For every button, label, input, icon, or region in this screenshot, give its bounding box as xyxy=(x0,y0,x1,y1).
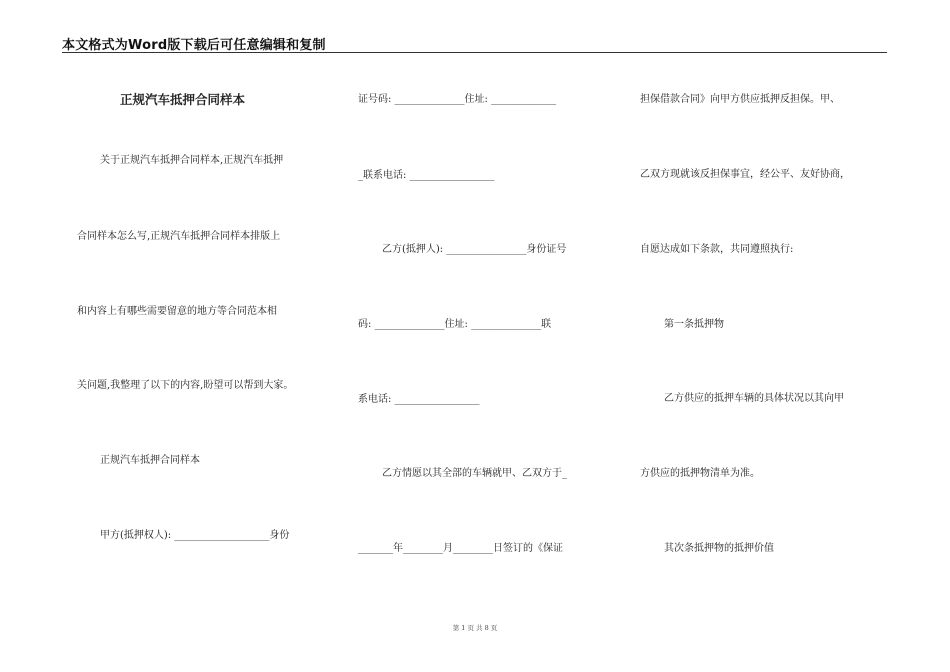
paragraph-line: 乙方情愿以其全部的车辆就甲、乙双方于_ xyxy=(382,468,567,479)
text-column-1 xyxy=(70,0,310,672)
section-heading: 正规汽车抵押合同样本 xyxy=(100,455,200,466)
paragraph-line: 乙方供应的抵押车辆的具体状况以其向甲 xyxy=(664,393,844,404)
clause-heading: 其次条抵押物的抵押价值 xyxy=(664,543,774,554)
document-title: 正规汽车抵押合同样本 xyxy=(120,92,246,107)
form-line: 乙方(抵押人): ________________身份证号 xyxy=(382,244,567,255)
clause-heading: 第一条抵押物 xyxy=(664,319,724,330)
form-line: _联系电话: _________________ xyxy=(358,170,495,181)
paragraph-line: _______年________月________日签订的《保证 xyxy=(358,543,563,554)
page-number: 第 1 页 共 8 页 xyxy=(452,624,498,632)
paragraph-line: 关问题,我整理了以下的内容,盼望可以帮到大家。 xyxy=(77,380,294,391)
form-line: 甲方(抵押权人): ___________________身份 xyxy=(100,530,290,541)
text-column-3 xyxy=(640,0,880,672)
page-header: 本文格式为Word版下载后可任意编辑和复制 xyxy=(62,38,326,53)
paragraph-line: 担保借款合同》向甲方供应抵押反担保。甲、 xyxy=(640,94,840,105)
form-line: 码: ______________住址: ______________联 xyxy=(358,319,552,330)
text-column-2 xyxy=(355,0,595,672)
paragraph-line: 合同样本怎么写,正规汽车抵押合同样本排版上 xyxy=(77,231,281,242)
form-line: 证号码: ______________住址: _____________ xyxy=(358,94,557,105)
form-line: 系电话: _________________ xyxy=(358,394,480,405)
paragraph-line: 方供应的抵押物清单为准。 xyxy=(640,468,760,479)
paragraph-line: 乙双方现就该反担保事宜，经公平、友好协商， xyxy=(640,169,850,180)
paragraph-line: 自愿达成如下条款，共同遵照执行: xyxy=(640,244,794,255)
paragraph-line: 和内容上有哪些需要留意的地方等合同范本相 xyxy=(77,306,277,317)
paragraph-line: 关于正规汽车抵押合同样本,正规汽车抵押 xyxy=(100,155,284,166)
